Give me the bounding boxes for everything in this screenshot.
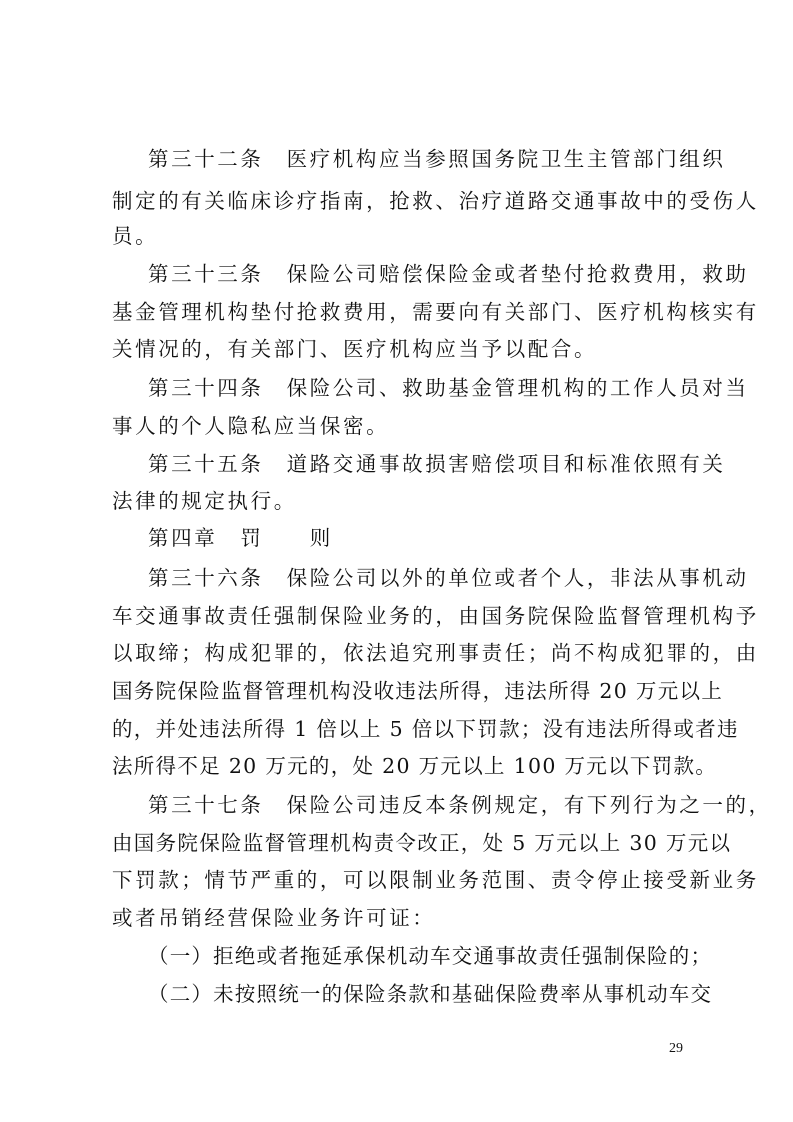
article-33-line-1: 第三十三条 保险公司赔偿保险金或者垫付抢救费用，救助 — [148, 262, 749, 286]
article-33-line-3: 关情况的，有关部门、医疗机构应当予以配合。 — [112, 337, 598, 361]
article-36-line-6: 法所得不足 20 万元的，处 20 万元以上 100 万元以下罚款。 — [112, 754, 718, 778]
page-number: 29 — [669, 1041, 683, 1056]
article-32-line-2: 制定的有关临床诊疗指南，抢救、治疗道路交通事故中的受伤人 — [112, 189, 759, 213]
article-36-line-3: 以取缔；构成犯罪的，依法追究刑事责任；尚不构成犯罪的，由 — [112, 641, 759, 665]
article-37-item-1: （一）拒绝或者拖延承保机动车交通事故责任强制保险的； — [148, 944, 713, 968]
article-35-line-2: 法律的规定执行。 — [112, 489, 297, 513]
article-36-line-5: 的，并处违法所得 1 倍以上 5 倍以下罚款；没有违法所得或者违 — [112, 717, 739, 741]
article-36-line-2: 车交通事故责任强制保险业务的，由国务院保险监督管理机构予 — [112, 604, 759, 628]
article-37-line-2: 由国务院保险监督管理机构责令改正，处 5 万元以上 30 万元以 — [112, 831, 732, 855]
article-37-line-4: 或者吊销经营保险业务许可证： — [112, 906, 436, 930]
article-32-line-3: 员。 — [112, 224, 159, 248]
article-32-line-1: 第三十二条 医疗机构应当参照国务院卫生主管部门组织 — [148, 147, 726, 171]
article-36-line-1: 第三十六条 保险公司以外的单位或者个人，非法从事机动 — [148, 566, 749, 590]
article-35-line-1: 第三十五条 道路交通事故损害赔偿项目和标准依照有关 — [148, 452, 726, 476]
article-36-line-4: 国务院保险监督管理机构没收违法所得，违法所得 20 万元以上 — [112, 679, 724, 703]
chapter-4-heading: 第四章 罚 则 — [148, 526, 333, 550]
article-34-line-2: 事人的个人隐私应当保密。 — [112, 414, 390, 438]
article-37-item-2: （二）未按照统一的保险条款和基础保险费率从事机动车交 — [148, 982, 713, 1006]
article-37-line-3: 下罚款；情节严重的，可以限制业务范围、责令停止接受新业务 — [112, 868, 759, 892]
article-37-line-1: 第三十七条 保险公司违反本条例规定，有下列行为之一的， — [148, 793, 772, 817]
article-33-line-2: 基金管理机构垫付抢救费用，需要向有关部门、医疗机构核实有 — [112, 300, 759, 324]
article-34-line-1: 第三十四条 保险公司、救助基金管理机构的工作人员对当 — [148, 376, 749, 400]
